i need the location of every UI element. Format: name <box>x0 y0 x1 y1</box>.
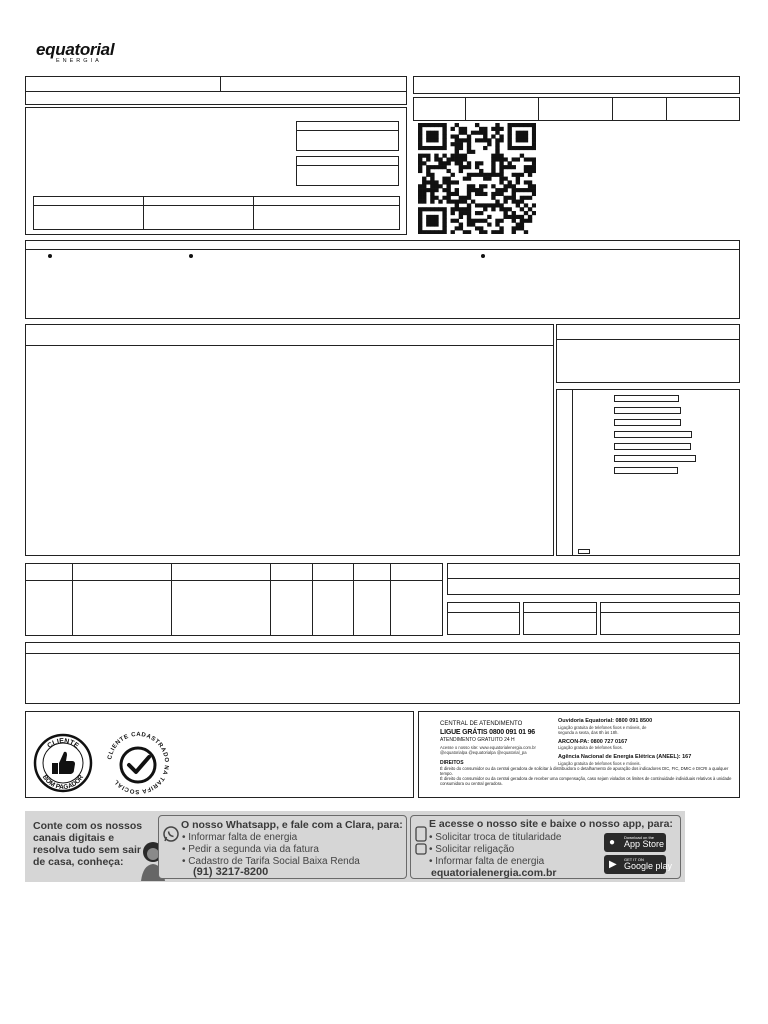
seal-bottom-text: BOM PAGADOR <box>40 773 86 792</box>
rights-text-2: É direito do consumidor ou da central geradora de receber uma compensação, caso sejam violados os limites de continuidade individuais relativos à unidade consumidora ou central geradora. <box>440 776 732 786</box>
app-title: E acesse o nosso site e baixe o nosso app, para: <box>429 818 673 830</box>
whatsapp-icon <box>162 825 180 843</box>
apple-icon: ● <box>609 837 616 848</box>
play-icon: ▶ <box>609 859 617 870</box>
aneel-phone: Agência Nacional de Energia Elétrica (ANEEL): 167 <box>558 754 692 760</box>
whatsapp-item-1: • Informar falta de energia <box>182 832 298 843</box>
good-payer-seal <box>33 733 93 793</box>
seal-arc-text: CLIENTE CADASTRADO NA TARIFA SOCIAL <box>107 731 170 795</box>
whatsapp-phone[interactable]: (91) 3217-8200 <box>193 866 269 878</box>
aneel-note: Ligação gratuita de telefones fixos e móveis. <box>558 760 641 766</box>
logo-wordmark: equatorial <box>36 40 115 59</box>
notices-box <box>25 240 740 319</box>
history-bar <box>614 395 679 402</box>
arcon-note: Ligação gratuita de telefones fixos. <box>558 745 623 750</box>
whatsapp-title: O nosso Whatsapp, e fale com a Clara, para: <box>181 819 403 831</box>
central-atendimento <box>440 720 552 755</box>
qr-code-icon <box>418 123 536 234</box>
history-bar <box>614 467 678 474</box>
whatsapp-item-3: • Cadastro de Tarifa Social Baixa Renda <box>182 856 360 867</box>
bullet-icon <box>189 254 193 258</box>
invoice-summary-table <box>413 97 740 121</box>
rights-title: DIREITOS <box>440 760 464 766</box>
field-box-1 <box>296 121 399 151</box>
meter-reading-table <box>25 563 443 636</box>
history-bar <box>614 455 696 462</box>
field-box-2 <box>296 156 399 186</box>
google-play-button[interactable]: ▶ GET IT ON Google play <box>604 855 666 874</box>
ombudsman-phone: Ouvidoria Equatorial: 0800 091 8500 <box>558 718 653 724</box>
site-link[interactable]: equatorialenergia.com.br <box>431 867 557 879</box>
hours-text: ATENDIMENTO GRATUITO 24 H <box>440 737 515 743</box>
smartphone-icon <box>414 825 428 855</box>
history-bar <box>578 549 590 554</box>
site-note: Acesse o nosso site: www.equatorialenergia.com.br <box>440 745 536 750</box>
logo-subtitle: ENERGIA <box>56 58 102 64</box>
payment-info-box <box>556 324 740 383</box>
ombudsman-block <box>558 718 736 766</box>
billing-items-box <box>25 324 554 556</box>
seal-top-text: CLIENTE <box>46 737 80 750</box>
social-handles: @equatorialpa @equatorialpa @equatorial_pa <box>440 750 527 755</box>
tax-box-1 <box>447 602 520 635</box>
messages-box <box>25 642 740 704</box>
tax-box-2 <box>523 602 597 635</box>
history-bar <box>614 431 692 438</box>
equatorial-logo <box>36 41 116 67</box>
app-store-button[interactable]: ● Download on the App Store <box>604 833 666 852</box>
bullet-icon <box>48 254 52 258</box>
central-title: CENTRAL DE ATENDIMENTO <box>440 721 523 727</box>
rights-text-1: É direito do consumidor ou da central geradora de solicitar à distribuidora o detalhamento de apuração dos indicadores DIC, FIC, DMIC e DICRI a qualquer tempo. <box>440 766 729 776</box>
history-bar <box>614 407 681 414</box>
whatsapp-item-2: • Pedir a segunda via da fatura <box>182 844 319 855</box>
history-bar <box>614 419 681 426</box>
tax-info-box <box>447 563 740 595</box>
app-item-2: • Solicitar religação <box>429 844 515 855</box>
arcon-phone: ARCON-PA: 0800 727 0167 <box>558 738 628 745</box>
app-item-1: • Solicitar troca de titularidade <box>429 832 562 843</box>
history-bar <box>614 443 691 450</box>
bullet-icon <box>481 254 485 258</box>
banner-caption: Conte com os nossos canais digitais e resolva tudo sem sair de casa, conheça: <box>33 820 143 868</box>
ombudsman-note: Ligação gratuita de telefones fixos e móveis, de segunda a sexta, das 8h às 18h. <box>558 724 647 735</box>
app-item-3: • Informar falta de energia <box>429 856 545 867</box>
reading-dates-table <box>33 196 400 230</box>
tax-box-3 <box>600 602 740 635</box>
social-tariff-seal <box>105 730 171 796</box>
invoice-header-box <box>413 76 740 94</box>
digital-channels-banner <box>25 811 685 882</box>
rights-block <box>440 760 736 786</box>
free-call-number: LIGUE GRÁTIS 0800 091 01 96 <box>440 729 535 736</box>
